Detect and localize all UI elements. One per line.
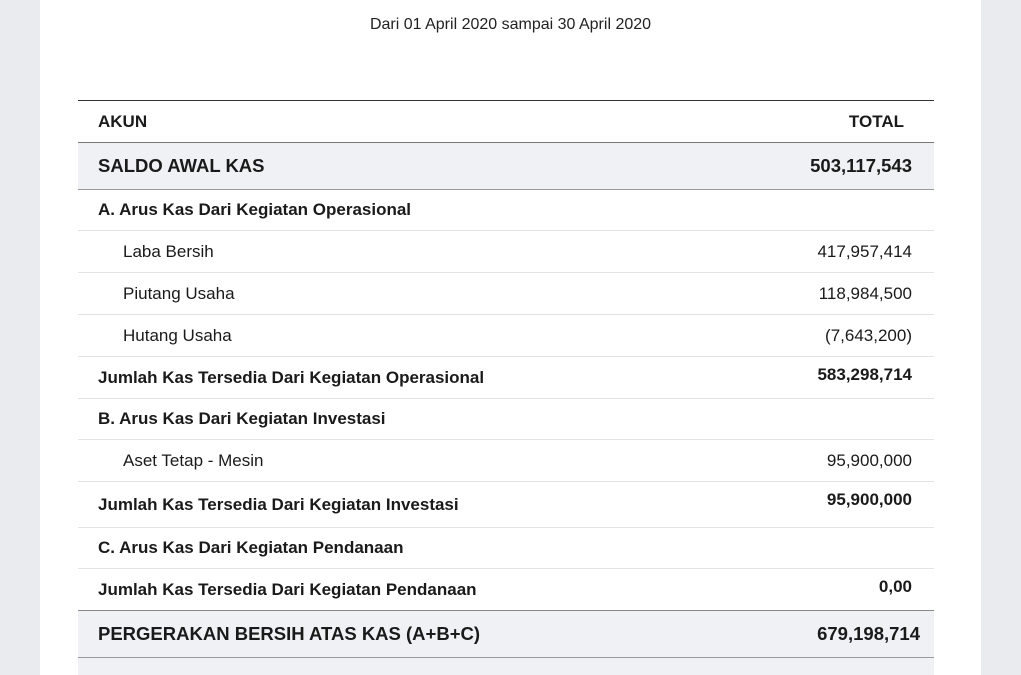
report-period: Dari 01 April 2020 sampai 30 April 2020: [369, 16, 652, 33]
section-c-total-label: Jumlah Kas Tersedia Dari Kegiatan Pendanaan: [98, 579, 477, 599]
item-value: 118,984,500: [818, 283, 912, 303]
section-a-title: A. Arus Kas Dari Kegiatan Operasional: [98, 200, 412, 219]
section-a-total-row: [78, 357, 934, 399]
item-label: Piutang Usaha: [123, 283, 235, 303]
cash-flow-table: [78, 100, 934, 675]
section-c-total-row: [78, 569, 934, 611]
section-b-total-value: 95,900,000: [826, 490, 912, 509]
opening-balance-value: 503,117,543: [810, 155, 912, 176]
opening-balance-label: SALDO AWAL KAS: [98, 155, 265, 176]
item-label: Aset Tetap - Mesin: [123, 450, 264, 470]
item-label: Laba Bersih: [123, 241, 214, 261]
item-value: (7,643,200): [825, 325, 912, 345]
header-account: AKUN: [98, 111, 148, 131]
net-change-row: [78, 611, 934, 658]
table-row: [78, 315, 934, 357]
section-c-total-value: 0,00: [878, 577, 912, 596]
net-change-value: 679,198,714: [817, 623, 920, 644]
table-row: [78, 231, 934, 273]
section-a-header: [78, 190, 934, 231]
section-b-total-row: [78, 482, 934, 528]
section-c-header: [78, 528, 934, 569]
opening-balance-row: [78, 143, 934, 190]
header-total: TOTAL: [848, 111, 904, 131]
item-value: 95,900,000: [826, 450, 912, 470]
table-row: [78, 440, 934, 482]
section-b-title: B. Arus Kas Dari Kegiatan Investasi: [98, 409, 386, 428]
section-b-header: [78, 399, 934, 440]
table-row-cutoff: [78, 658, 934, 675]
report-sheet: [40, 0, 981, 675]
section-c-title: C. Arus Kas Dari Kegiatan Pendanaan: [98, 538, 404, 557]
section-b-total-label: Jumlah Kas Tersedia Dari Kegiatan Investasi: [98, 494, 459, 514]
table-header-row: [78, 101, 934, 143]
item-value: 417,957,414: [817, 241, 912, 261]
section-a-total-label: Jumlah Kas Tersedia Dari Kegiatan Operasional: [98, 367, 485, 387]
item-label: Hutang Usaha: [123, 325, 232, 345]
net-change-label: PERGERAKAN BERSIH ATAS KAS (A+B+C): [98, 623, 481, 644]
table-row: [78, 273, 934, 315]
section-a-total-value: 583,298,714: [817, 365, 912, 384]
